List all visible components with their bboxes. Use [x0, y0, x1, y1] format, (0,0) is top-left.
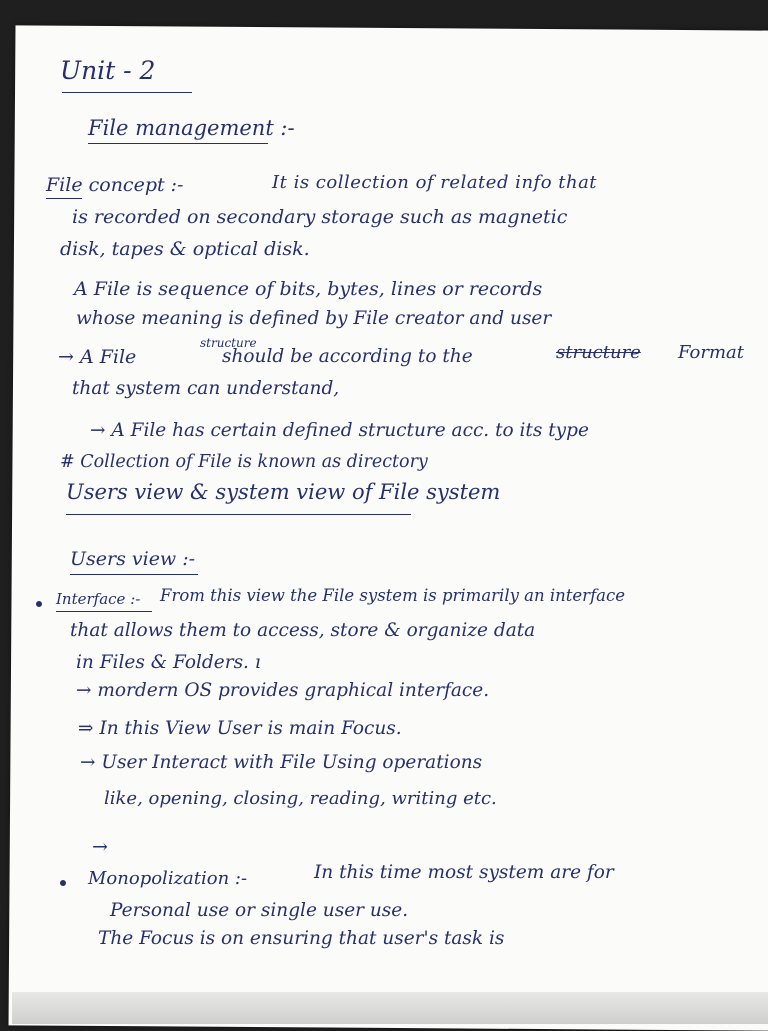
defined-structure-line: → A File has certain defined structure acc. to its type — [90, 420, 589, 441]
file-concept-term: File concept :- — [46, 174, 184, 196]
interface-line-7: like, opening, closing, reading, writing etc. — [104, 788, 497, 809]
file-concept-line-3: disk, tapes & optical disk. — [60, 238, 310, 260]
interface-line-1: From this view the File system is primarily an interface — [160, 586, 626, 605]
users-system-view-heading: Users view & system view of File system — [66, 480, 501, 504]
file-concept-line-2: is recorded on secondary storage such as magnetic — [72, 206, 568, 228]
section-title-underline — [88, 143, 268, 144]
interface-line-4: → mordern OS provides graphical interface. — [76, 680, 490, 701]
unit-title: Unit - 2 — [60, 56, 156, 85]
structure-struck-word: structure — [556, 342, 641, 363]
page-bottom-edge — [12, 992, 768, 1024]
section-title: File management :- — [88, 116, 295, 140]
unit-title-underline — [62, 92, 192, 93]
directory-line: # Collection of File is known as directory — [60, 452, 428, 472]
interface-line-8: → — [92, 836, 108, 858]
interface-line-6: → User Interact with File Using operations — [80, 752, 483, 773]
interface-term: Interface :- — [56, 590, 141, 608]
structure-line-1c: Format — [678, 342, 744, 363]
structure-line-1b: should be according to the — [222, 346, 473, 367]
interface-line-5: ⇒ In this View User is main Focus. — [78, 718, 402, 739]
interface-line-3: in Files & Folders. ı — [76, 652, 261, 673]
structure-line-2: that system can understand, — [72, 378, 340, 399]
users-view-heading: Users view :- — [70, 548, 196, 570]
structure-caret-note: structure — [200, 336, 257, 350]
users-view-underline — [70, 574, 198, 575]
sequence-line-1: A File is sequence of bits, bytes, lines or records — [74, 278, 543, 300]
bullet-interface — [36, 601, 42, 607]
users-system-view-underline — [66, 514, 411, 515]
sequence-line-2: whose meaning is defined by File creator and user — [76, 308, 552, 329]
file-concept-line-1: It is collection of related info that — [272, 172, 598, 193]
monopolization-line-3: The Focus is on ensuring that user's task is — [98, 928, 505, 949]
monopolization-term: Monopolization :- — [88, 868, 248, 889]
interface-underline — [56, 611, 152, 612]
interface-line-2: that allows them to access, store & organize data — [70, 620, 536, 641]
structure-line-1a: → A File — [58, 346, 137, 368]
monopolization-line-2: Personal use or single user use. — [110, 900, 409, 921]
file-concept-underline — [46, 198, 82, 199]
bullet-monopolization — [60, 880, 66, 886]
monopolization-line-1: In this time most system are for — [314, 862, 614, 883]
